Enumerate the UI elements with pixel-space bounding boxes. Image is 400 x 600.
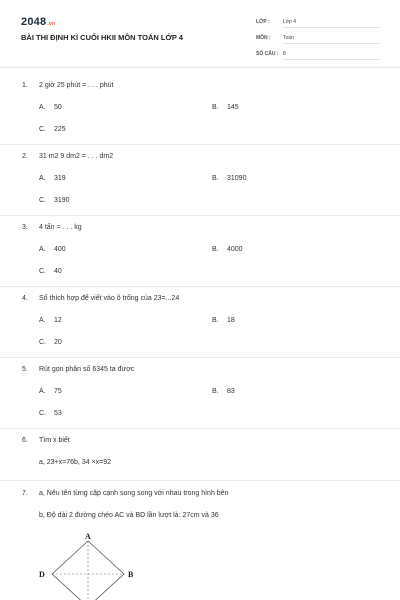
option-text: 50 — [54, 104, 62, 111]
option-letter: A. — [39, 104, 46, 111]
option-b[interactable] — [212, 317, 235, 324]
question-divider — [0, 286, 400, 287]
option-letter: A. — [39, 246, 46, 253]
label-d: D — [39, 570, 45, 579]
option-letter: A. — [39, 317, 46, 324]
option-letter: B. — [212, 246, 219, 253]
question-text: Tìm x biết — [39, 437, 70, 444]
option-text: 40 — [54, 268, 62, 275]
option-letter: C. — [39, 268, 46, 275]
option-c[interactable] — [39, 410, 62, 417]
option-text: 225 — [54, 126, 66, 133]
option-letter: C. — [39, 126, 46, 133]
option-text: 18 — [227, 317, 235, 324]
question-divider — [0, 428, 400, 429]
question-divider — [0, 357, 400, 358]
site-logo[interactable] — [21, 16, 55, 28]
option-letter: B. — [212, 317, 219, 324]
option-a[interactable] — [39, 317, 62, 324]
question-subtext: a, 23+x=76b, 34 ×x=92 — [39, 459, 112, 466]
question-text: 4 tấn = . . . kg — [39, 224, 82, 231]
question-divider — [0, 480, 400, 481]
subject-label: MÔN : — [256, 35, 271, 41]
question-count-label: SỐ CÂU : — [256, 51, 279, 57]
option-b[interactable] — [212, 246, 243, 253]
exam-header — [0, 0, 400, 66]
option-b[interactable] — [212, 175, 246, 182]
question-text: Rút gọn phân số 6345 ta được — [39, 366, 135, 373]
question-number: 5. — [22, 366, 28, 373]
option-text: 53 — [54, 410, 62, 417]
option-letter: C. — [39, 339, 46, 346]
option-a[interactable] — [39, 388, 62, 395]
label-b: B — [128, 570, 134, 579]
subject-value: Toán — [283, 35, 379, 44]
question-text: a, Nêu tên từng cặp cạnh song song với nhau trong hình bên — [39, 490, 229, 497]
option-b[interactable] — [212, 104, 239, 111]
option-text: 3190 — [54, 197, 70, 204]
question-number: 2. — [22, 153, 28, 160]
option-c[interactable] — [39, 339, 62, 346]
option-letter: B. — [212, 104, 219, 111]
question-number: 6. — [22, 437, 28, 444]
question-number: 7. — [22, 490, 28, 497]
option-b[interactable] — [212, 388, 235, 395]
option-text: 319 — [54, 175, 66, 182]
option-a[interactable] — [39, 175, 66, 182]
question-number: 1. — [22, 82, 28, 89]
option-text: 20 — [54, 339, 62, 346]
class-value: Lớp 4 — [283, 19, 379, 28]
option-letter: C. — [39, 197, 46, 204]
question-divider — [0, 215, 400, 216]
question-text: 2 giờ 25 phút = . . . phút — [39, 82, 114, 89]
question-number: 4. — [22, 295, 28, 302]
option-text: 4000 — [227, 246, 243, 253]
option-c[interactable] — [39, 197, 70, 204]
option-text: 400 — [54, 246, 66, 253]
option-c[interactable] — [39, 126, 66, 133]
question-text: Số thích hợp để viết vào ô trống của 23=...24 — [39, 295, 180, 302]
option-letter: A. — [39, 388, 46, 395]
option-text: 83 — [227, 388, 235, 395]
question-number: 3. — [22, 224, 28, 231]
header-divider — [0, 67, 400, 68]
option-text: 75 — [54, 388, 62, 395]
option-a[interactable] — [39, 104, 62, 111]
class-label: LỚP : — [256, 19, 270, 25]
option-letter: A. — [39, 175, 46, 182]
question-divider — [0, 144, 400, 145]
question-text: 31 m2 9 dm2 = . . . dm2 — [39, 153, 114, 160]
question-count-value: 8 — [283, 51, 379, 60]
option-letter: B. — [212, 388, 219, 395]
logo-sub-text: .vn — [47, 21, 56, 27]
option-a[interactable] — [39, 246, 66, 253]
question-subtext: b, Độ dài 2 đường chéo AC và BD lần lượt là: 27cm và 36 — [39, 512, 219, 519]
rhombus-diagram — [34, 530, 144, 600]
option-text: 12 — [54, 317, 62, 324]
exam-title: BÀI THI ĐỊNH KÌ CUỐI HKII MÔN TOÁN LỚP 4 — [21, 33, 183, 42]
label-a: A — [85, 532, 91, 541]
option-letter: B. — [212, 175, 219, 182]
option-text: 145 — [227, 104, 239, 111]
option-letter: C. — [39, 410, 46, 417]
option-c[interactable] — [39, 268, 62, 275]
option-text: 31090 — [227, 175, 247, 182]
logo-main-text: 2048 — [21, 16, 47, 28]
